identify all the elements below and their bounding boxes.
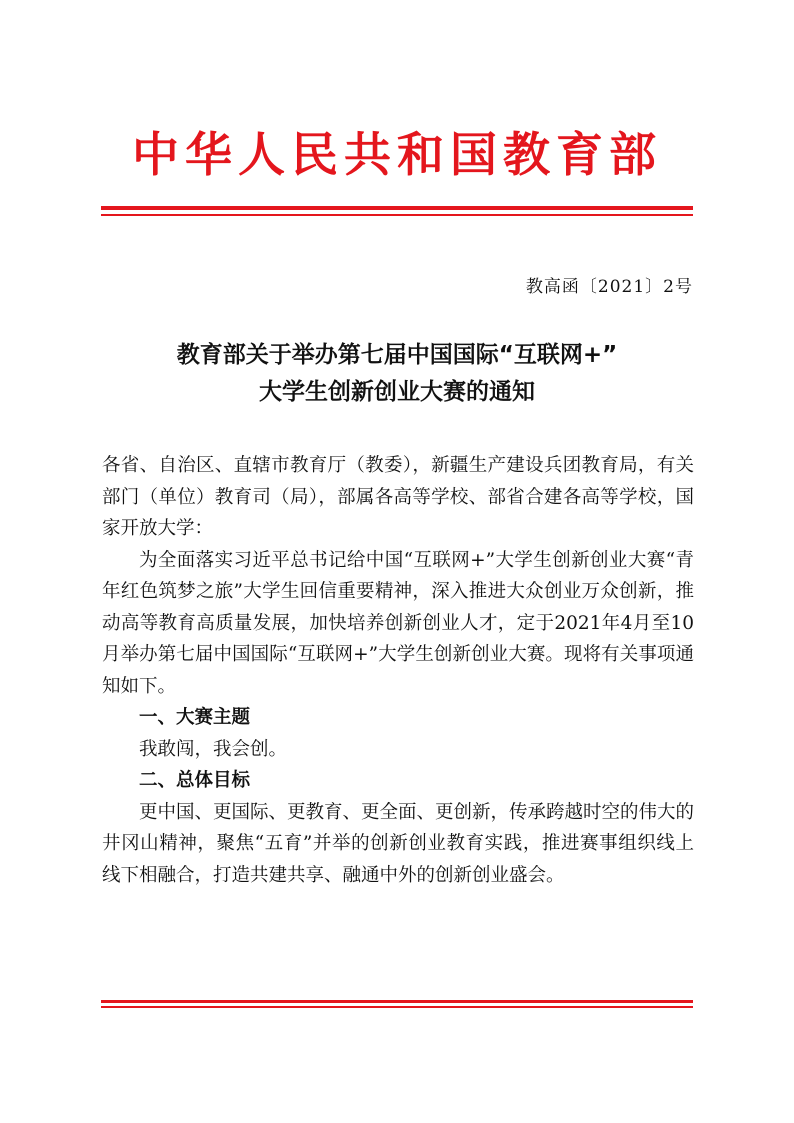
ministry-header: 中华人民共和国教育部 — [132, 128, 662, 183]
document-title-line2: 大学生创新创业大赛的通知 — [259, 379, 535, 405]
section1-heading: 一、大赛主题 — [139, 707, 251, 728]
section2-text: 更中国、更国际、更教育、更全面、更创新，传承跨越时空的伟大的井冈山精神，聚焦“五育”并举的创新创业教育实践，推进赛事组织线上线下相融合，打造共建共享、融通中外的创新创业盛会。 — [102, 801, 695, 886]
intro-paragraph: 为全面落实习近平总书记给中国“互联网+”大学生创新创业大赛“青年红色筑梦之旅”大学生回信重要精神，深入推进大众创业万众创新，推动高等教育高质量发展，加快培养创新创业人才，定于2021年4月至10月举办第七届中国国际“互联网+”大学生创新创业大赛。现将有关事项通知如下。 — [102, 549, 694, 697]
document-number: 教高函〔2021〕2号 — [525, 277, 693, 297]
section2-heading: 二、总体目标 — [139, 770, 251, 791]
section1-text: 我敢闯，我会创。 — [139, 738, 288, 760]
document-body — [102, 450, 694, 891]
addressee-paragraph: 各省、自治区、直辖市教育厅（教委），新疆生产建设兵团教育局，有关部门（单位）教育司（局），部属各高等学校、部省合建各高等学校，国家开放大学： — [102, 455, 694, 539]
document-title-line1: 教育部关于举办第七届中国国际“互联网+” — [176, 342, 618, 368]
header-rule-thin — [101, 214, 693, 216]
header-rule-thick — [101, 206, 693, 210]
footer-rule-thick — [101, 1000, 693, 1003]
footer-rule-thin — [101, 1006, 693, 1008]
